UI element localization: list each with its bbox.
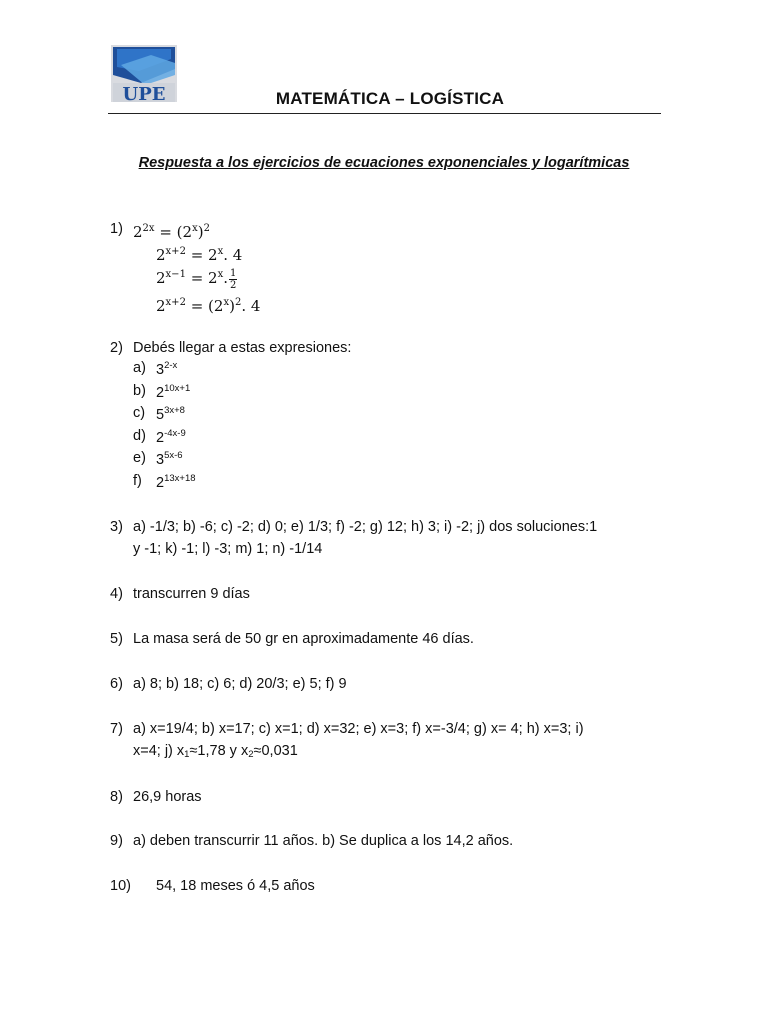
item-text: a) deben transcurrir 11 años. b) Se duplica a los 14,2 años.: [133, 833, 514, 849]
item-number: 5): [110, 631, 123, 647]
item-text: Debés llegar a estas expresiones:: [133, 340, 352, 356]
page-title: MATEMÁTICA – LOGÍSTICA: [275, 89, 505, 108]
equation-line: $2^{x-1} = 2^x$. $\frac{1}{2}$: [156, 267, 237, 291]
item-text: La masa será de 50 gr en aproximadamente 46 días.: [133, 631, 474, 647]
item-number: 1): [110, 221, 123, 237]
item-text: a) -1/3; b) -6; c) -2; d) 0; e) 1/3; f) -2; g) 12; h) 3; i) -2; j) dos soluciones:1 y -1; k) -1; l) -3; m) 1; n) -1/14: [133, 519, 598, 557]
page-subtitle: Respuesta a los ejercicios de ecuaciones exponenciales y logarítmicas: [138, 155, 630, 171]
equation-line: $2^{2x} = (2^x)^2$: [133, 223, 210, 241]
item-number: 4): [110, 586, 123, 602]
header-divider: [108, 113, 661, 114]
item-text: 54, 18 meses ó 4,5 años: [156, 878, 315, 894]
item-number: 2): [110, 340, 123, 356]
equation-line: $2^{x+2} = (2^x)^2$. 4: [156, 297, 261, 315]
item-number: 9): [110, 833, 123, 849]
item-number: 3): [110, 519, 123, 535]
fraction: $\frac{1}{2}$: [230, 267, 237, 291]
item-text: 26,9 horas: [133, 789, 202, 805]
item-number: 8): [110, 789, 123, 805]
item-number: 6): [110, 676, 123, 692]
equation-line: $2^{x+2} = 2^x$. 4: [156, 246, 243, 264]
item-text: a) x=19/4; b) x=17; c) x=1; d) x=32; e) x=3; f) x=-3/4; g) x= 4; h) x=3; i) x=4; j) $x_1\approx 1,78$ y $x_2\approx 0,031$: [133, 721, 584, 760]
svg-text:UPE: UPE: [122, 84, 166, 102]
item-number: 10): [110, 878, 131, 894]
item-text: a) 8; b) 18; c) 6; d) 20/3; e) 5; f) 9: [133, 676, 347, 692]
item-number: 7): [110, 721, 123, 737]
item-text: transcurren 9 días: [133, 586, 250, 602]
